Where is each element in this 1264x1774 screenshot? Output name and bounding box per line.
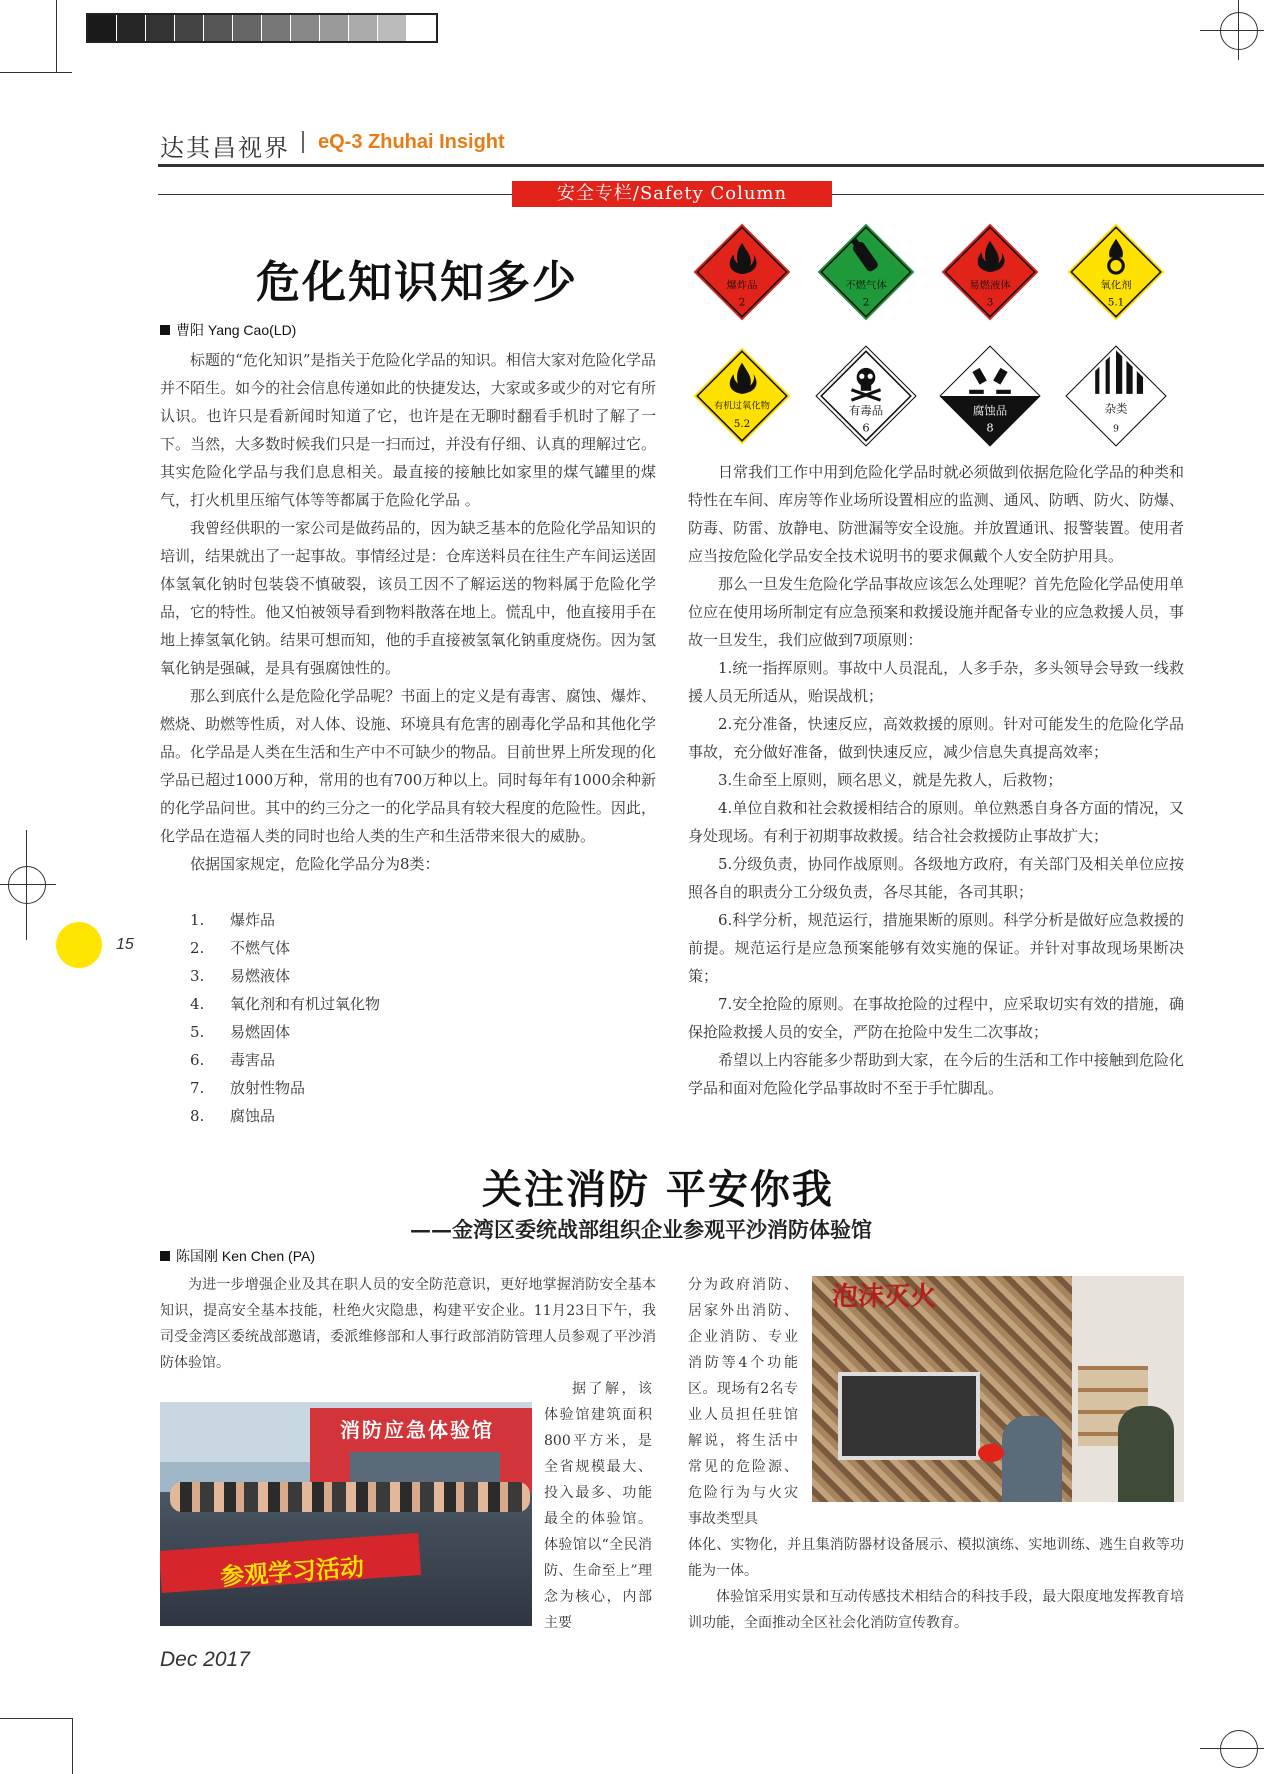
paragraph: 希望以上内容能多少帮助到大家，在今后的生活和工作中接触到危险化学品和面对危险化学品事故时不至于手忙脚乱。 [688,1051,1184,1097]
hazard-sign [696,226,788,318]
header-separator [302,131,304,153]
exhibition-photo [812,1276,1184,1502]
issue-date: Dec 2017 [160,1648,250,1671]
paragraph: 标题的“危化知识”是指关于危险化学品的知识。相信大家对危险化学品并不陌生。如今的社会信息传递如此的快捷发达，大家或多或少的对它有所认识。也许只是看新闻时知道了它，也许是在无聊时翻看手机时了解了一下。当然，大多数时候我们只是一扫而过，并没有仔细、认真的理解过它。其实危险化学品与我们息息相关。最直接的接触比如家里的煤气罐里的煤气，打火机里压缩气体等等都属于危险化学品 。 [160,351,656,509]
sign-label: 易燃液体 [969,279,1011,292]
page-number-dot [56,922,102,968]
sign-class-number: 5.2 [733,418,751,431]
sign-class-number: 5.1 [1107,296,1125,309]
paragraph: 我曾经供职的一家公司是做药品的，因为缺乏基本的危险化学品知识的培训，结果就出了一起事故。事情经过是：仓库送料员在往生产车间运送固体氢氧化钠时包装袋不慎破裂，该员工因不了解运送的物料属于危险化学品，它的特性。他又怕被领导看到物料散落在地上。慌乱中，他直接用手在地上捧氢氧化钠。结果可想而知，他的手直接被氢氧化钠重度烧伤。因为氢氧化钠是强碱，是具有强腐蚀性的。 [160,519,656,677]
sign-class-number: 8 [986,420,994,435]
paragraph: 2.充分准备，快速反应，高效救援的原则。针对可能发生的危险化学品事故，充分做好准备，做到快速反应，减少信息失真提高效率； [688,715,1184,761]
byline-marker [160,1251,170,1261]
color-calibration-strip [86,13,438,43]
column-tag: 安全专栏/Safety Column [512,181,832,207]
hazard-sign [1070,226,1162,318]
registration-mark [1220,12,1258,50]
sign-class-number: 2 [738,296,746,309]
paragraph: 3.生命至上原则，顾名思义，就是先救人，后救物； [718,771,1063,789]
paragraph: 体验馆采用实景和互动传感技术相结合的科技手段，最大限度地发挥教育培训功能，全面推动全区社会化消防宣传教育。 [688,1589,1184,1631]
byline-marker [160,325,170,335]
paragraph: 体化、实物化，并且集消防器材设备展示、模拟演练、实地训练、逃生自救等功能为一体。 [688,1537,1184,1579]
magazine-title-en: eQ-3 Zhuhai Insight [318,131,505,153]
building-sign: 消防应急体验馆 [340,1418,494,1442]
author-name: 陈国刚 Ken Chen (PA) [176,1248,316,1264]
sign-label: 有毒品 [848,403,884,418]
list-item: 8. 腐蚀品 [190,1107,276,1125]
list-item: 3. 易燃液体 [190,967,291,985]
article-title: 危化知识知多少 [256,257,578,308]
wall-sign: 泡沫灭火 [832,1282,937,1312]
article-narrow-column-2 [688,1272,798,1532]
sign-label: 杂类 [1104,401,1128,416]
paragraph: 5.分级负责，协同作战原则。各级地方政府，有关部门及相关单位应按照各自的职责分工分级负责，各尽其能，各司其职； [688,855,1184,901]
registration-mark [8,866,46,904]
article-intro [160,1272,656,1376]
article-title: 关注消防 平安你我 [482,1166,834,1213]
sign-class-number: 2 [862,296,870,309]
hazard-sign [944,226,1036,318]
article-body-right-2 [688,1532,1184,1636]
paragraph: 那么到底什么是危险化学品呢？书面上的定义是有毒害、腐蚀、爆炸、燃烧、助燃等性质，对人体、设施、环境具有危害的剧毒化学品和其他化学品。化学品是人类在生活和生产中不可缺少的物品。目前世界上所发现的化学品已超过1000万种，常用的也有700万种以上。同时每年有1000余种新的化学品问世。其中的约三分之一的化学品具有较大程度的危险性。因此，化学品在造福人类的同时也给人类的生产和生活带来很大的威胁。 [160,687,656,845]
hazard-category-list [190,906,490,1130]
paragraph: 据了解，该体验馆建筑面积800平方米，是全省规模最大、投入最多、功能最全的体验馆。体验馆以“全民消防、生命至上”理念为核心，内部主要 [544,1381,652,1631]
sign-class-number: 3 [986,296,994,309]
paragraph: 依据国家规定，危险化学品分为8类： [190,855,440,873]
header-rule [158,164,1264,167]
crop-mark [0,1718,72,1719]
sign-background [692,346,792,446]
list-item: 7. 放射性物品 [190,1079,306,1097]
author-name: 曹阳 Yang Cao(LD) [176,322,297,338]
sign-label: 不燃气体 [845,279,887,292]
hazard-sign [696,350,788,442]
sign-class-number: 6 [862,420,870,435]
sign-label: 腐蚀品 [972,403,1008,418]
list-item: 5. 易燃固体 [190,1023,291,1041]
hazard-sign [1070,350,1162,442]
paragraph: 4.单位自救和社会救援相结合的原则。单位熟悉自身各方面的情况，又身处现场。有利于初期事故救援。结合社会救援防止事故扩大； [688,799,1184,845]
hazard-sign [944,350,1036,442]
list-item: 6. 毒害品 [190,1051,276,1069]
list-item: 4. 氧化剂和有机过氧化物 [190,995,381,1013]
list-item: 1. 爆炸品 [190,911,276,929]
paragraph: 那么一旦发生危险化学品事故应该怎么处理呢？首先危险化学品使用单位应在使用场所制定有应急预案和救援设施并配备专业的应急救援人员，事故一旦发生，我们应做到7项原则： [688,575,1184,649]
page-number: 15 [116,936,134,953]
sign-class-number: 9 [1113,423,1119,435]
crop-mark [72,1718,73,1774]
crop-mark [56,0,57,72]
crop-mark [1238,0,1239,60]
sign-label: 爆炸品 [726,279,758,292]
article-byline [160,320,296,340]
group-photo [160,1402,532,1626]
magazine-title-cn: 达其昌视界 [160,134,290,162]
banner-text: 参观学习活动 [219,1552,365,1591]
article-body-left [160,346,656,878]
article-byline [160,1246,315,1266]
sign-label: 氧化剂 [1100,279,1132,292]
registration-mark [1220,1730,1258,1768]
paragraph: 为进一步增强企业及其在职人员的安全防范意识，更好地掌握消防安全基本知识，提高安全基本技能，杜绝火灾隐患，构建平安企业。11月23日下午，我司受金湾区委统战部邀请，委派维修部和人事行政部消防管理人员参观了平沙消防体验馆。 [160,1277,656,1371]
article-body-right [688,458,1184,1102]
paragraph: 6.科学分析，规范运行，措施果断的原则。科学分析是做好应急救援的前提。规范运行是应急预案能够有效实施的保证。并针对事故现场果断决策； [688,911,1184,985]
paragraph: 7.安全抢险的原则。在事故抢险的过程中，应采取切实有效的措施，确保抢险救援人员的安全，严防在抢险中发生二次事故； [688,995,1184,1041]
paragraph: 1.统一指挥原则。事故中人员混乱，人多手杂，多头领导会导致一线救援人员无所适从，贻误战机； [688,659,1184,705]
sign-label: 有机过氧化物 [713,400,771,412]
hazard-sign [820,350,912,442]
paragraph: 分为政府消防、居家外出消防、企业消防、专业消防等4个功能区。现场有2名专业人员担任驻馆解说，将生活中常见的危险源、危险行为与火灾事故类型具 [688,1277,798,1527]
hazard-signs-image [692,222,1192,454]
crop-mark [0,72,72,73]
article-subtitle: ——金湾区委统战部组织企业参观平沙消防体验馆 [410,1217,872,1242]
hazard-sign [820,226,912,318]
article-narrow-column-1 [544,1376,652,1636]
list-item: 2. 不燃气体 [190,939,291,957]
paragraph: 日常我们工作中用到危险化学品时就必须做到依据危险化学品的种类和特性在车间、库房等作业场所设置相应的监测、通风、防晒、防火、防爆、防毒、防雷、放静电、防泄漏等安全设施。并放置通讯、报警装置。使用者应当按危险化学品安全技术说明书的要求佩戴个人安全防护用具。 [688,463,1184,565]
